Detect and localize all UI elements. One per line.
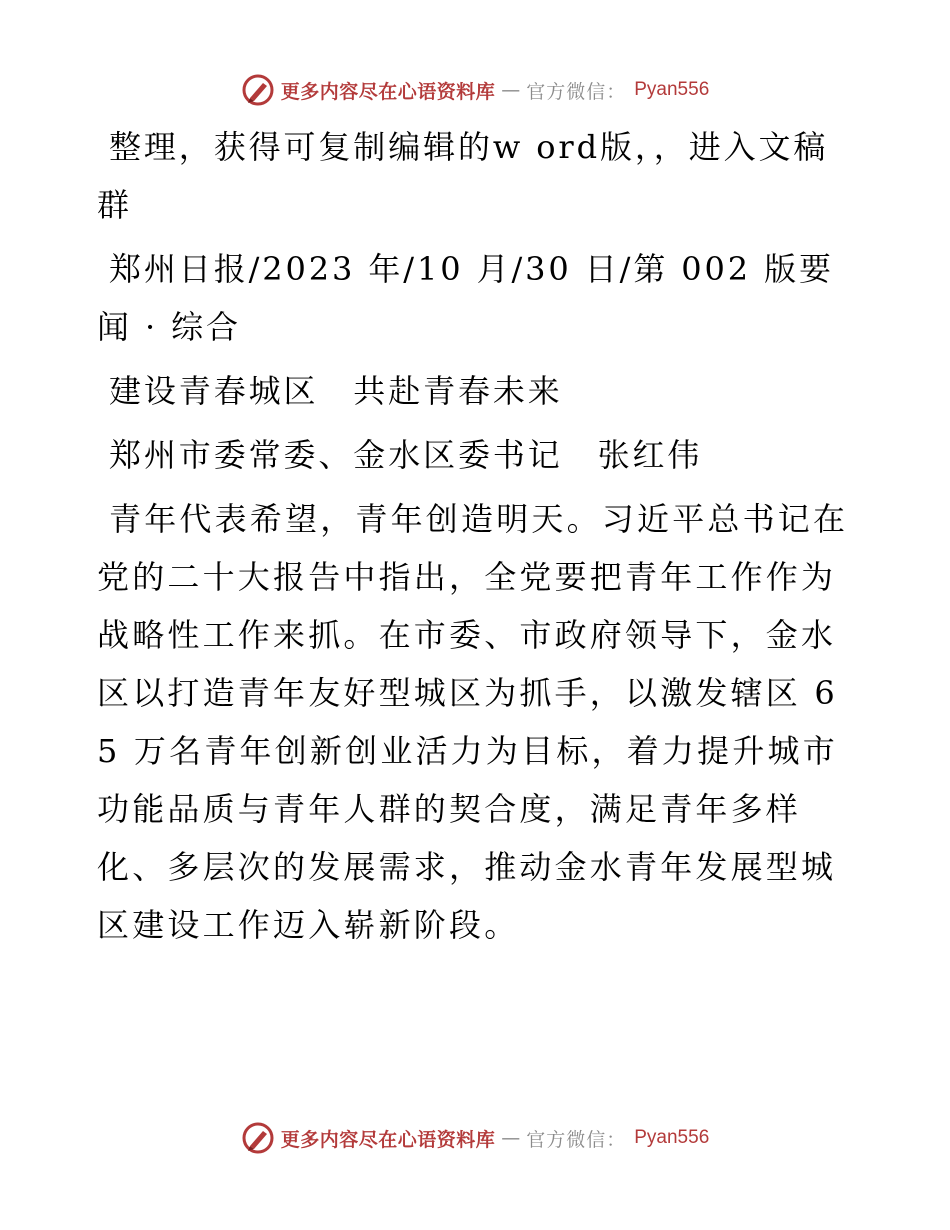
watermark-text: 更多内容尽在心语资料库 [280, 1128, 496, 1151]
pen-logo-icon [241, 1121, 275, 1155]
intro-note: 整理，获得可复制编辑的w ord版，，进入文稿群 [97, 128, 829, 224]
watermark-label: 官方微信： [526, 1128, 627, 1151]
author-line: 郑州市委常委、金水区委书记 张红伟 [109, 436, 703, 474]
watermark-header [0, 70, 950, 110]
pen-logo-icon [241, 73, 275, 107]
article-title: 建设青春城区 共赴青春未来 [109, 372, 563, 410]
watermark-label: 官方微信： [526, 80, 627, 103]
body-paragraph: 青年代表希望，青年创造明天。习近平总书记在党的二十大报告中指出，全党要把青年工作作为战略性工作来抓。在市委、市政府领导下，金水区以打造青年友好型城区为抓手，以激发辖区 65 万名青年创新创业活力为目标，着力提升城市功能品质与青年人群的契合度，满足青年多样化、多层次的发展需求，推动金水青年发展型城区建设工作迈入崭新阶段。 [97, 500, 849, 944]
watermark-dash: — [501, 79, 521, 101]
watermark-id: Pyan556 [634, 79, 710, 100]
watermark-footer [0, 1118, 950, 1158]
watermark-id: Pyan556 [634, 1127, 710, 1148]
source-line: 郑州日报/2023 年/10 月/30 日/第 002 版要闻 · 综合 [97, 250, 834, 346]
watermark-text: 更多内容尽在心语资料库 [280, 80, 496, 103]
watermark-dash: — [501, 1127, 521, 1149]
document-body [97, 118, 857, 960]
